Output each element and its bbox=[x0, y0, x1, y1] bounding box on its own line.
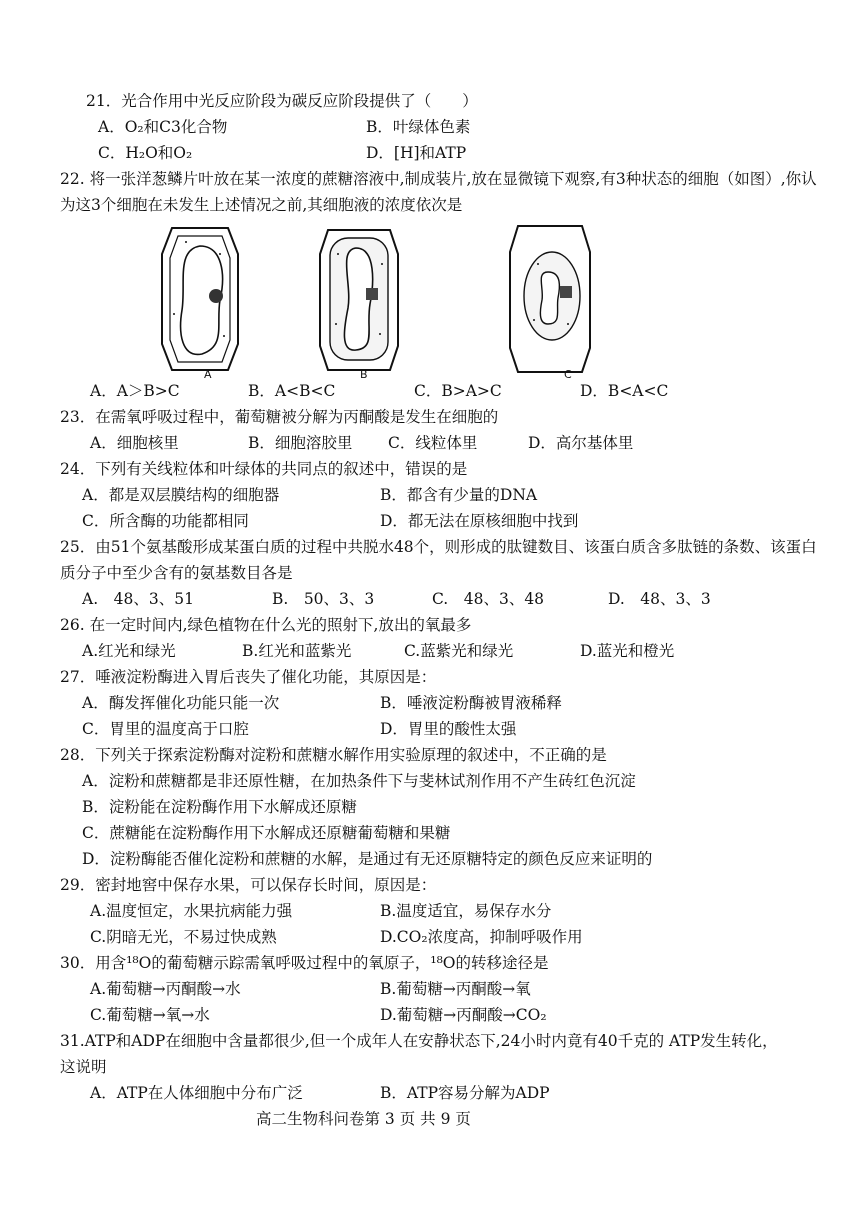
question-27-stem: 27．唾液淀粉酶进入胃后丧失了催化功能，其原因是： bbox=[60, 668, 437, 686]
figure-label-a: A bbox=[204, 368, 212, 381]
figure-label-c: C bbox=[564, 368, 572, 381]
option-a: A．O₂和C3化合物 bbox=[98, 118, 228, 136]
question-24-options-2 bbox=[0, 508, 860, 534]
option-d: D．高尔基体里 bbox=[528, 434, 634, 452]
question-22-stem: 22. 将一张洋葱鳞片叶放在某一浓度的蔗糖溶液中,制成装片,放在显微镜下观察,有3种状态的细胞（如图）,你认为这3个细胞在未发生上述情况之前,其细胞液的浓度依次是 bbox=[60, 170, 817, 214]
question-29-options bbox=[0, 898, 860, 924]
option-a: A．淀粉和蔗糖都是非还原性糖，在加热条件下与斐林试剂作用不产生砖红色沉淀 bbox=[82, 772, 636, 790]
option-a: A.温度恒定，水果抗病能力强 bbox=[90, 902, 293, 920]
option-a: A．都是双层膜结构的细胞器 bbox=[82, 486, 280, 504]
option-c: C．胃里的温度高于口腔 bbox=[82, 720, 249, 738]
option-c: C．H₂O和O₂ bbox=[98, 144, 193, 162]
option-d: D．B<A<C bbox=[580, 382, 669, 400]
option-d: D.CO₂浓度高，抑制呼吸作用 bbox=[380, 928, 583, 946]
cell-figures bbox=[0, 224, 860, 381]
option-a: A.红光和绿光 bbox=[82, 642, 176, 660]
question-25-options bbox=[0, 586, 860, 612]
option-d: D．都无法在原核细胞中找到 bbox=[380, 512, 579, 530]
option-a: A．ATP在人体细胞中分布广泛 bbox=[90, 1084, 303, 1102]
option-a: A．A＞B>C bbox=[90, 382, 180, 400]
option-b: B．A<B<C bbox=[248, 382, 336, 400]
question-26-stem: 26. 在一定时间内,绿色植物在什么光的照射下,放出的氧最多 bbox=[60, 616, 472, 634]
question-24-options bbox=[0, 482, 860, 508]
option-b: B．淀粉能在淀粉酶作用下水解成还原糖 bbox=[82, 798, 357, 816]
option-a: A．酶发挥催化功能只能一次 bbox=[82, 694, 280, 712]
cell-figure-b bbox=[318, 224, 400, 381]
option-b: B．ATP容易分解为ADP bbox=[380, 1084, 550, 1102]
option-d: D.蓝光和橙光 bbox=[580, 642, 675, 660]
question-31-options bbox=[0, 1080, 860, 1106]
option-c: C.阴暗无光，不易过快成熟 bbox=[90, 928, 277, 946]
option-c: C．B>A>C bbox=[414, 382, 502, 400]
question-22-options bbox=[0, 378, 860, 404]
question-30-options bbox=[0, 976, 860, 1002]
option-d: D．胃里的酸性太强 bbox=[380, 720, 517, 738]
option-c: C.蓝紫光和绿光 bbox=[404, 642, 514, 660]
question-31-stem: 31.ATP和ADP在细胞中含量都很少,但一个成年人在安静状态下,24小时内竟有40千克的 ATP发生转化，这说明 bbox=[60, 1032, 778, 1076]
cell-figure-a bbox=[160, 224, 240, 381]
option-c: C. 48、3、48 bbox=[432, 590, 545, 608]
question-25-stem: 25．由51个氨基酸形成某蛋白质的过程中共脱水48个，则形成的肽键数目、该蛋白质含多肽链的条数、该蛋白质分子中至少含有的氨基数目各是 bbox=[60, 538, 817, 582]
question-30-options-2 bbox=[0, 1002, 860, 1028]
option-b: B.温度适宜，易保存水分 bbox=[380, 902, 552, 920]
question-26-options bbox=[0, 638, 860, 664]
option-b: B．唾液淀粉酶被胃液稀释 bbox=[380, 694, 562, 712]
question-29-options-2 bbox=[0, 924, 860, 950]
question-21-stem: 21．光合作用中光反应阶段为碳反应阶段提供了（ ） bbox=[86, 92, 478, 110]
option-c: C．蔗糖能在淀粉酶作用下水解成还原糖葡萄糖和果糖 bbox=[82, 824, 451, 842]
option-c: C.葡萄糖→氧→水 bbox=[90, 1006, 210, 1024]
option-a: A. 48、3、51 bbox=[82, 590, 194, 608]
question-23-options bbox=[0, 430, 860, 456]
question-21-options-2 bbox=[0, 140, 860, 166]
question-21-options bbox=[0, 114, 860, 140]
option-d: D．淀粉酶能否催化淀粉和蔗糖的水解，是通过有无还原糖特定的颜色反应来证明的 bbox=[82, 850, 653, 868]
question-27-options-2 bbox=[0, 716, 860, 742]
option-d: D.葡萄糖→丙酮酸→CO₂ bbox=[380, 1006, 547, 1024]
question-23-stem: 23．在需氧呼吸过程中，葡萄糖被分解为丙酮酸是发生在细胞的 bbox=[60, 408, 499, 426]
question-30-stem: 30．用含¹⁸O的葡萄糖示踪需氧呼吸过程中的氧原子，¹⁸O的转移途径是 bbox=[60, 954, 549, 972]
option-b: B.葡萄糖→丙酮酸→氧 bbox=[380, 980, 531, 998]
figure-label-b: B bbox=[360, 368, 368, 381]
option-a: A．细胞核里 bbox=[90, 434, 179, 452]
cell-figure-c bbox=[508, 224, 592, 381]
option-b: B．叶绿体色素 bbox=[366, 118, 471, 136]
option-b: B．细胞溶胶里 bbox=[248, 434, 353, 452]
footer-page-number: 高二生物科问卷第 3 页 共 9 页 bbox=[256, 1110, 471, 1128]
option-c: C．线粒体里 bbox=[388, 434, 478, 452]
option-d: D．[H]和ATP bbox=[366, 144, 467, 162]
question-24-stem: 24．下列有关线粒体和叶绿体的共同点的叙述中，错误的是 bbox=[60, 460, 468, 478]
option-d: D. 48、3、3 bbox=[608, 590, 711, 608]
option-b: B．都含有少量的DNA bbox=[380, 486, 538, 504]
option-b: B.红光和蓝紫光 bbox=[242, 642, 352, 660]
question-27-options bbox=[0, 690, 860, 716]
exam-page bbox=[0, 88, 860, 1106]
option-a: A.葡萄糖→丙酮酸→水 bbox=[90, 980, 241, 998]
option-b: B. 50、3、3 bbox=[272, 590, 375, 608]
question-28-stem: 28．下列关于探索淀粉酶对淀粉和蔗糖水解作用实验原理的叙述中，不正确的是 bbox=[60, 746, 607, 764]
option-c: C．所含酶的功能都相同 bbox=[82, 512, 249, 530]
question-29-stem: 29．密封地窖中保存水果，可以保存长时间，原因是： bbox=[60, 876, 437, 894]
